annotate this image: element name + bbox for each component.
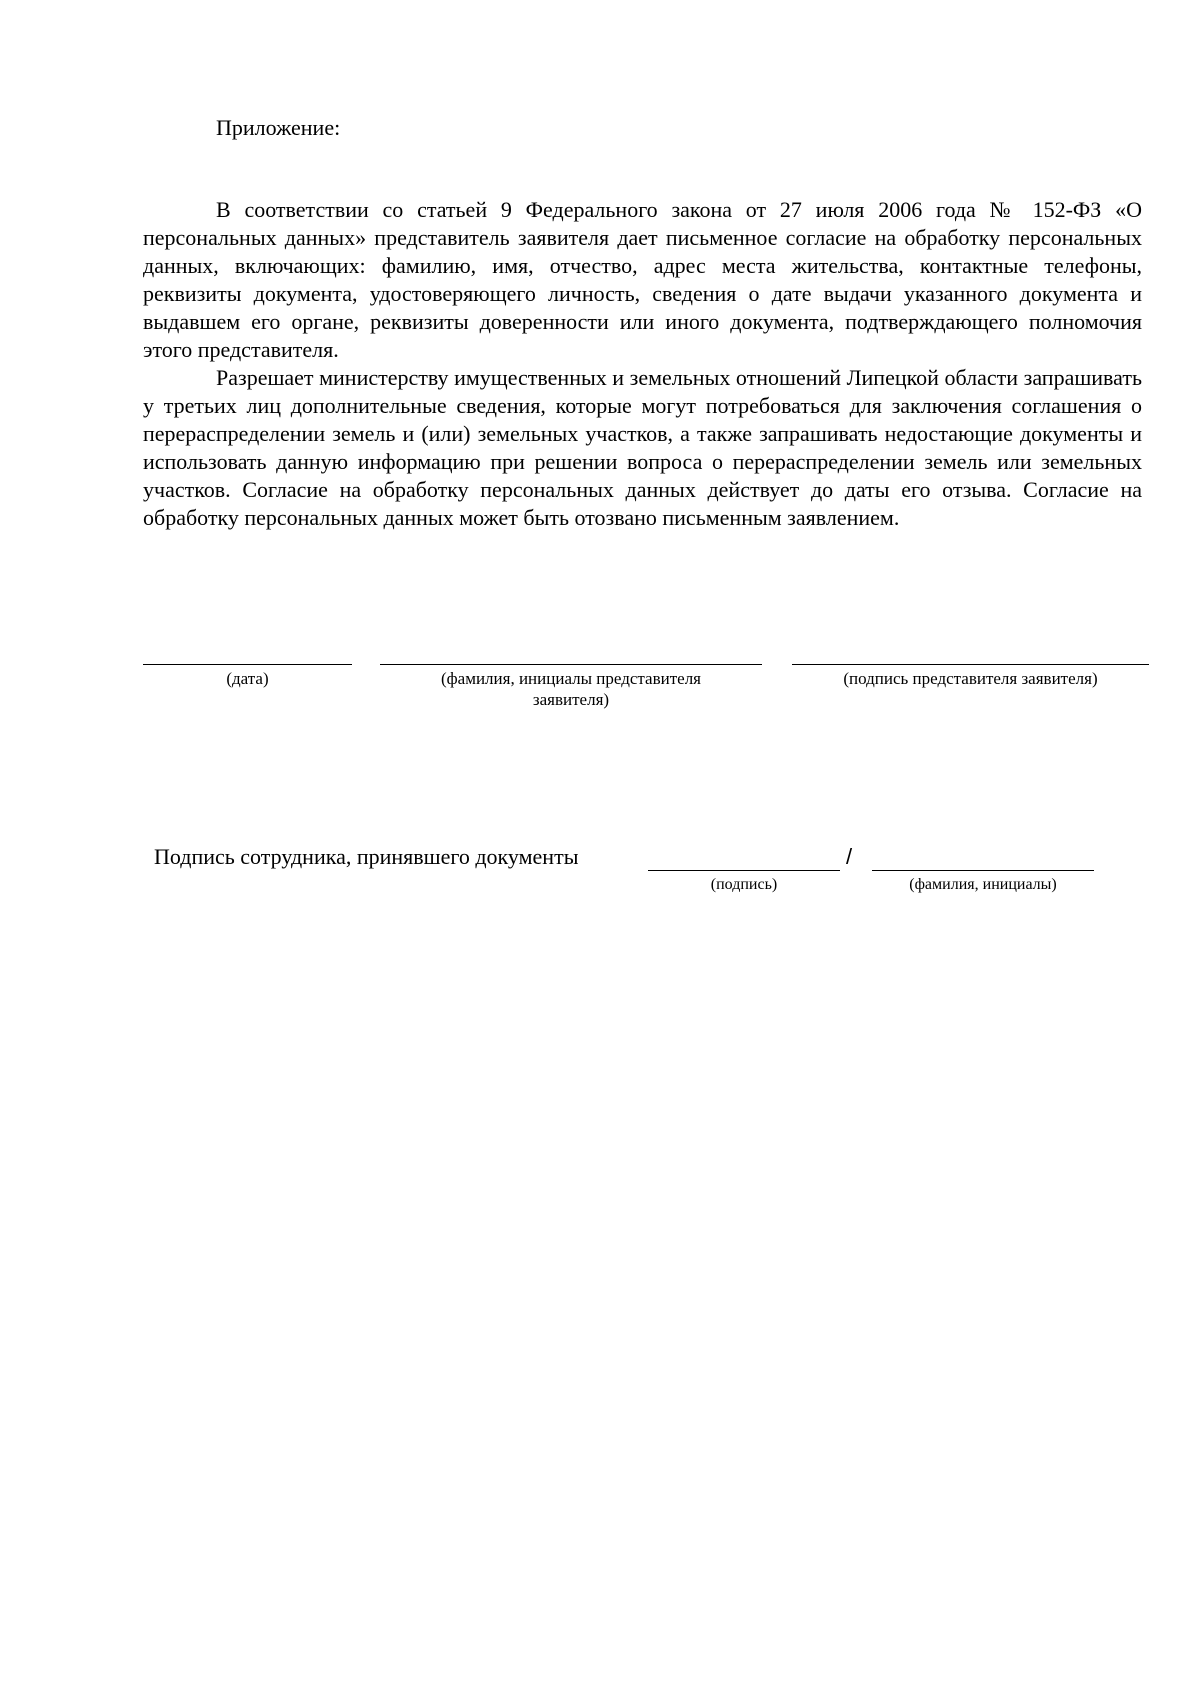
staff-signature-label: Подпись сотрудника, принявшего документы (154, 844, 579, 869)
date-caption: (дата) (226, 669, 269, 688)
staff-signature-caption: (подпись) (710, 876, 778, 893)
staff-name-line (872, 870, 1094, 871)
representative-name-field (380, 664, 762, 710)
representative-name-caption: (фамилия, инициалы представителя заявителя) (440, 669, 701, 709)
date-field (143, 664, 352, 689)
staff-separator: / (846, 844, 853, 869)
consent-paragraph-2: Разрешает министерству имущественных и земельных отношений Липецкой области запрашивать у третьих лиц дополнительные сведения, которые могут потребоваться для заключения соглашения о перераспределении земель и (или) земельных участков, а также запрашивать недостающие документы и использовать данную информацию при решении вопроса о перераспределении земель или земельных участков. Согласие на обработку персональных данных действует до даты его отзыва. Согласие на обработку персональных данных может быть отозвано письменным заявлением. (143, 365, 1142, 530)
appendix-heading: Приложение: (216, 115, 341, 140)
representative-name-line (380, 664, 762, 665)
date-line (143, 664, 352, 665)
staff-name-caption: (фамилия, инициалы) (909, 876, 1057, 893)
staff-signature-line (648, 870, 840, 871)
staff-signature-field (648, 870, 840, 895)
representative-signature-field (792, 664, 1149, 689)
consent-text (143, 196, 1142, 532)
representative-signature-caption: (подпись представителя заявителя) (843, 669, 1098, 688)
representative-signature-line (792, 664, 1149, 665)
staff-name-field (872, 870, 1094, 895)
consent-paragraph-1: В соответствии со статьей 9 Федерального закона от 27 июля 2006 года № 152-ФЗ «О персональных данных» представитель заявителя дает письменное согласие на обработку персональных данных, включающих: фамилию, имя, отчество, адрес места жительства, контактные телефоны, реквизиты документа, удостоверяющего личность, сведения о дате выдачи указанного документа и выдавшем его органе, реквизиты доверенности или иного документа, подтверждающего полномочия этого представителя. (143, 197, 1142, 362)
